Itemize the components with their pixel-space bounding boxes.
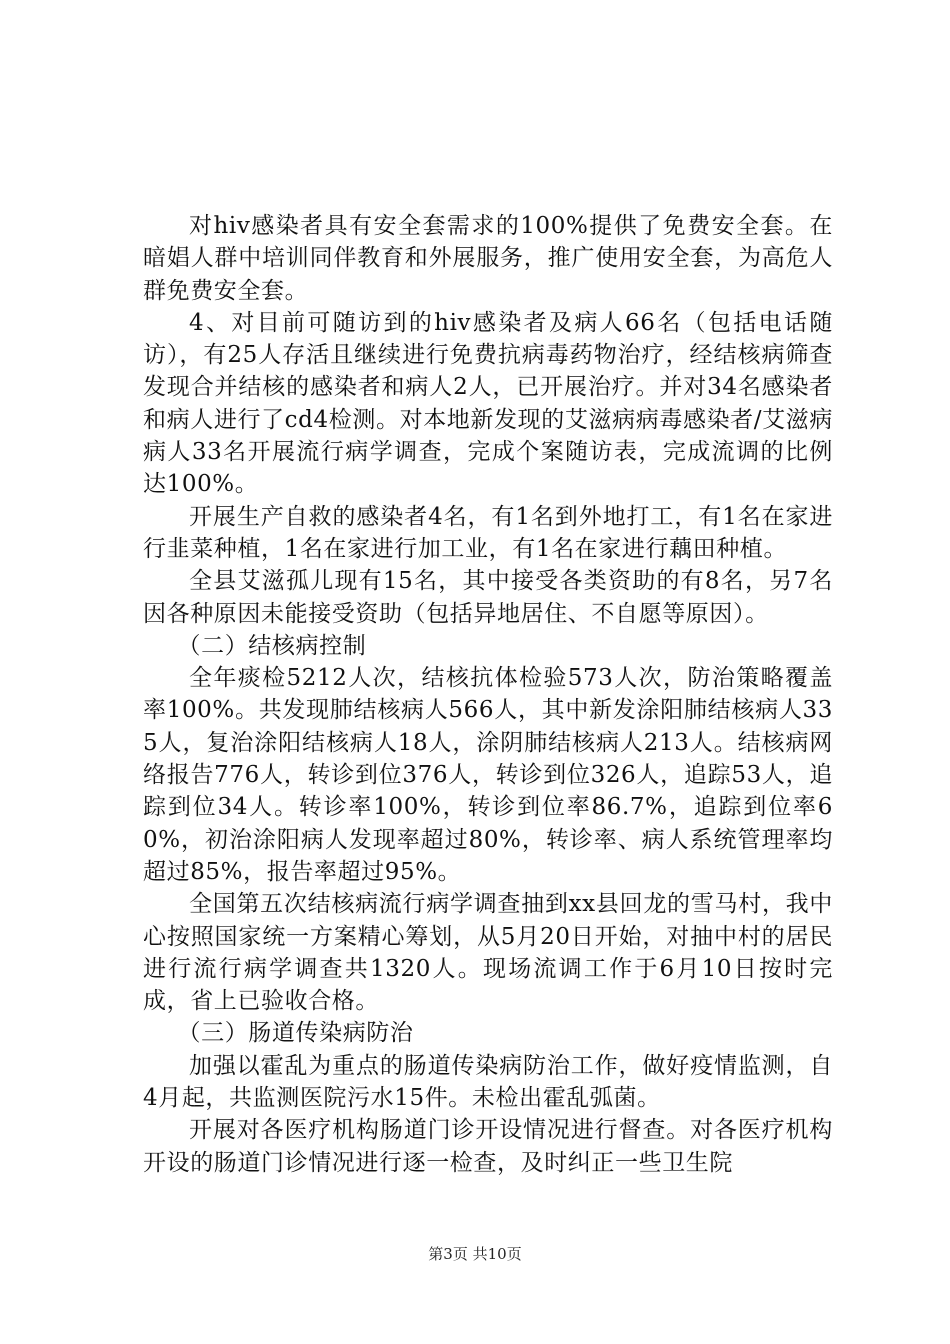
paragraph-aids-orphans: 全县艾滋孤儿现有15名，其中接受各类资助的有8名，另7名因各种原因未能接受资助（包括异地居住、不自愿等原因）。 (143, 568, 833, 627)
section-heading-tb-control: （二）结核病控制 (177, 632, 367, 659)
paragraph-condom-supply: 对hiv感染者具有安全套需求的100%提供了免费安全套。在暗娼人群中培训同伴教育和外展服务，推广使用安全套，为高危人群免费安全套。 (143, 213, 833, 304)
paragraph-tb-statistics: 全年痰检5212人次，结核抗体检验573人次，防治策略覆盖率100%。共发现肺结核病人566人，其中新发涂阳肺结核病人335人，复治涂阳结核病人18人，涂阴肺结核病人213人。结核病网络报告776人，转诊到位376人，转诊到位326人，追踪53人，追踪到位34人。转诊率100%，转诊到位率86.7%，追踪到位率60%，初治涂阳病人发现率超过80%，转诊率、病人系统管理率均超过85%，报告率超过95%。 (143, 665, 833, 885)
page-footer (0, 1244, 950, 1264)
paragraph-hiv-followup: 4、对目前可随访到的hiv感染者及病人66名（包括电话随访），有25人存活且继续进行免费抗病毒药物治疗，经结核病筛查发现合并结核的感染者和病人2人，已开展治疗。并对34名感染者和病人进行了cd4检测。对本地新发现的艾滋病病毒感染者/艾滋病病人33名开展流行病学调查，完成个案随访表，完成流调的比例达100%。 (143, 309, 833, 498)
document-body (143, 210, 833, 1179)
page-number-label: 第3页 共10页 (428, 1245, 522, 1263)
paragraph-clinic-inspection: 开展对各医疗机构肠道门诊开设情况进行督查。对各医疗机构开设的肠道门诊情况进行逐一检查，及时纠正一些卫生院 (143, 1117, 833, 1176)
paragraph-tb-survey: 全国第五次结核病流行病学调查抽到xx县回龙的雪马村，我中心按照国家统一方案精心筹划，从5月20日开始，对抽中村的居民进行流行病学调查共1320人。现场流调工作于6月10日按时完成，省上已验收合格。 (143, 891, 833, 1015)
section-heading-intestinal-disease: （三）肠道传染病防治 (177, 1020, 414, 1047)
paragraph-self-help: 开展生产自救的感染者4名，有1名到外地打工，有1名在家进行韭菜种植，1名在家进行加工业，有1名在家进行藕田种植。 (143, 503, 833, 562)
paragraph-cholera-monitoring: 加强以霍乱为重点的肠道传染病防治工作，做好疫情监测，自4月起，共监测医院污水15件。未检出霍乱弧菌。 (143, 1052, 833, 1112)
